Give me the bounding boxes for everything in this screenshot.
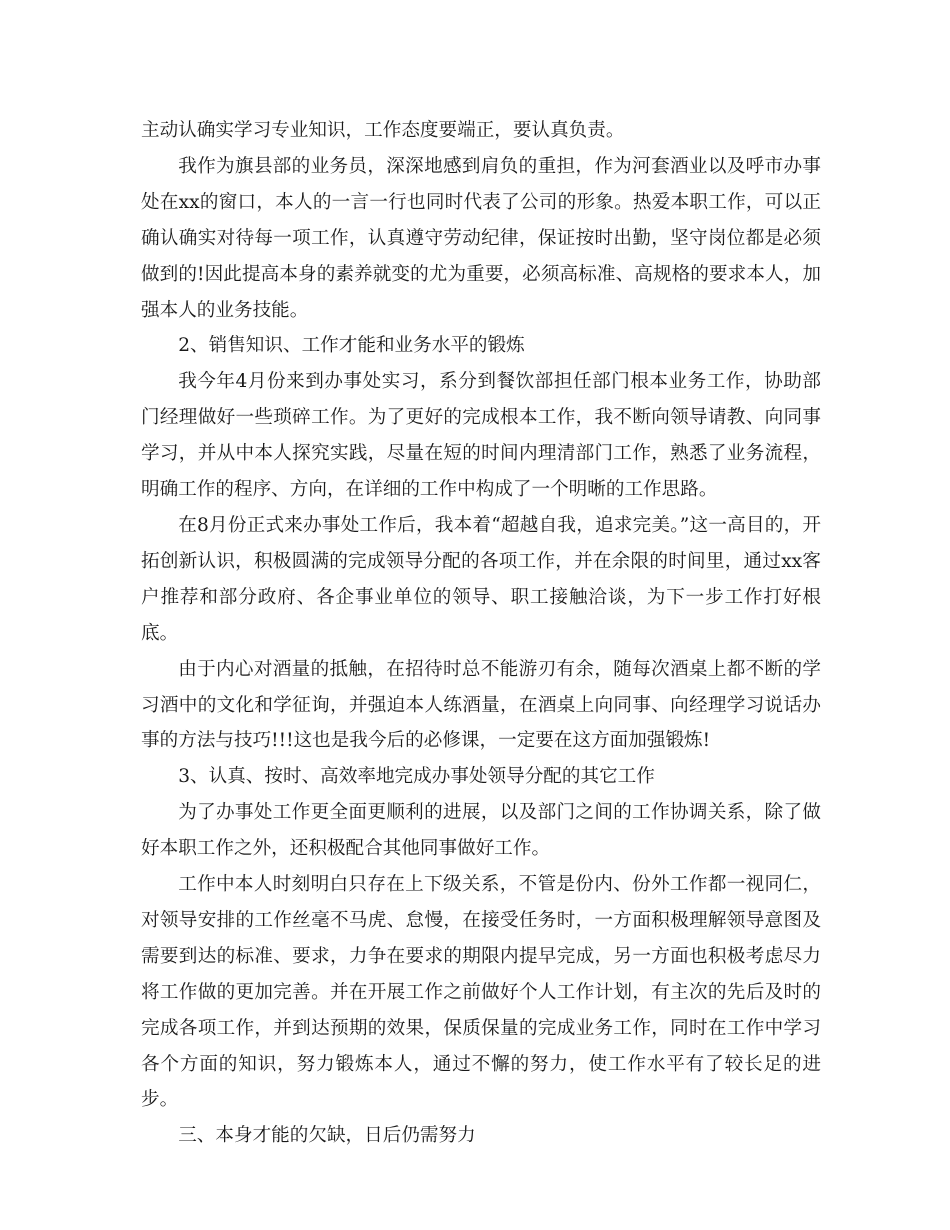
document-body bbox=[141, 113, 821, 1154]
section-heading: 2、销售知识、工作才能和业务水平的锻炼 bbox=[178, 335, 525, 357]
section-heading: 三、本身才能的欠缺，日后仍需努力 bbox=[178, 1125, 476, 1147]
paragraph-continued: 主动认确实学习专业知识，工作态度要端正，要认真负责。 bbox=[141, 120, 625, 141]
paragraph: 由于内心对酒量的抵触，在招待时总不能游刃有余，随每次酒桌上都不断的学习酒中的文化和学征询，并强迫本人练酒量，在酒桌上向同事、向经理学习说话办事的方法与技巧!!!这也是我今后的必修课，一定要在这方面加强锻炼! bbox=[141, 658, 821, 752]
paragraph: 工作中本人时刻明白只存在上下级关系，不管是份内、份外工作都一视同仁，对领导安排的工作丝毫不马虎、怠慢，在接受任务时，一方面积极理解领导意图及需要到达的标准、要求，力争在要求的期限内提早完成，另一方面也积极考虑尽力将工作做的更加完善。并在开展工作之前做好个人工作计划，有主次的先后及时的完成各项工作，并到达预期的效果，保质保量的完成业务工作，同时在工作中学习各个方面的知识，努力锻炼本人，通过不懈的努力，使工作水平有了较长足的进步。 bbox=[141, 874, 821, 1111]
paragraph: 在8月份正式来办事处工作后，我本着“超越自我，追求完美。”这一高目的，开拓创新认识，积极圆满的完成领导分配的各项工作，并在余限的时间里，通过xx客户推荐和部分政府、各企事业单位的领导、职工接触洽谈，为下一步工作打好根底。 bbox=[141, 514, 821, 644]
section-heading: 3、认真、按时、高效率地完成办事处领导分配的其它工作 bbox=[178, 766, 655, 788]
paragraph: 我作为旗县部的业务员，深深地感到肩负的重担，作为河套酒业以及呼市办事处在xx的窗口，本人的一言一行也同时代表了公司的形象。热爱本职工作，可以正确认确实对待每一项工作，认真遵守劳动纪律，保证按时出勤，坚守岗位都是必须做到的!因此提高本身的素养就变的尤为重要，必须高标准、高规格的要求本人，加强本人的业务技能。 bbox=[141, 155, 821, 321]
paragraph: 我今年4月份来到办事处实习，系分到餐饮部担任部门根本业务工作，协助部门经理做好一些琐碎工作。为了更好的完成根本工作，我不断向领导请教、向同事学习，并从中本人探究实践，尽量在短的时间内理清部门工作，熟悉了业务流程，明确工作的程序、方向，在详细的工作中构成了一个明晰的工作思路。 bbox=[141, 371, 821, 501]
paragraph: 为了办事处工作更全面更顺利的进展，以及部门之间的工作协调关系，除了做好本职工作之外，还积极配合其他同事做好工作。 bbox=[141, 802, 821, 860]
